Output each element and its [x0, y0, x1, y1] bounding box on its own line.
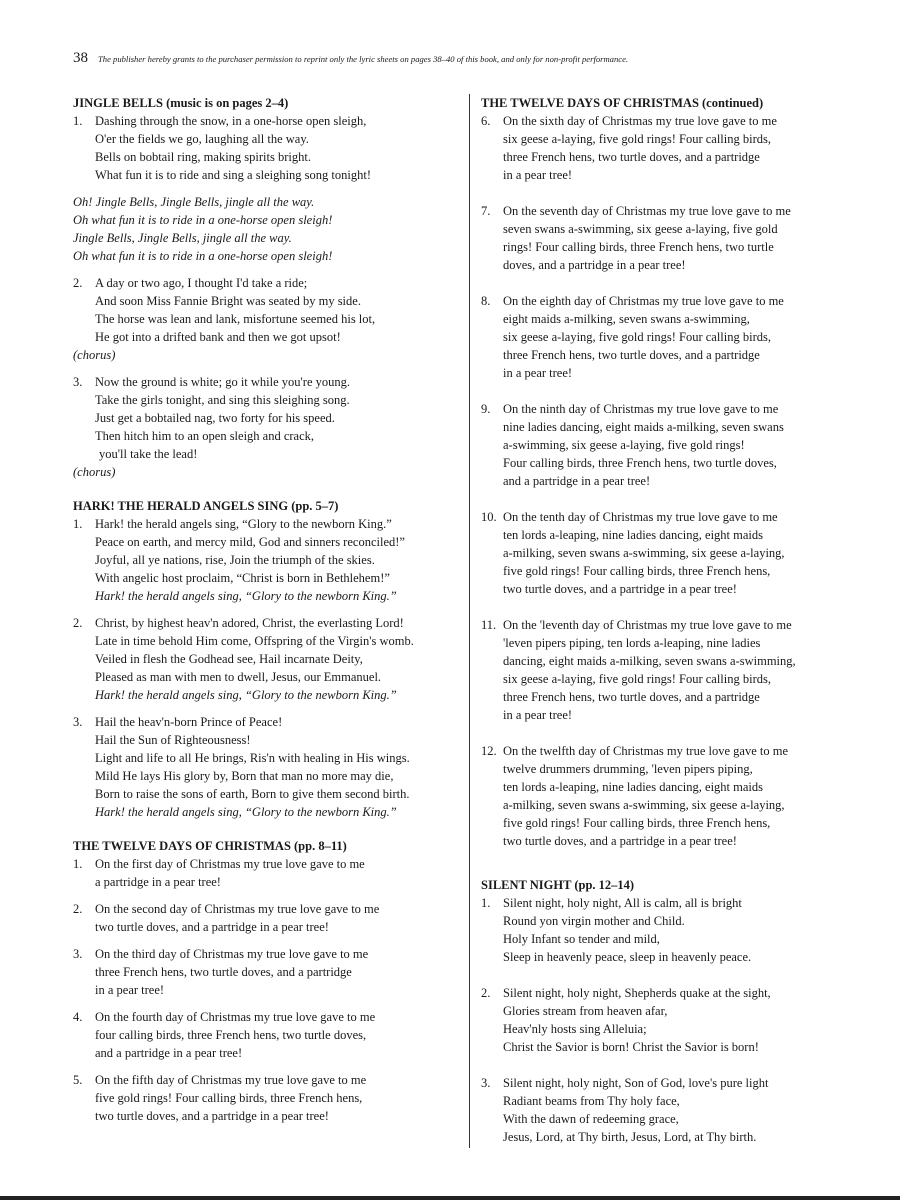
lyric-line: Christ the Savior is born! Christ the Savior is born! [503, 1040, 759, 1054]
verse [481, 894, 861, 966]
verse [481, 508, 861, 598]
lyric-line: ten lords a-leaping, nine ladies dancing, eight maids [503, 528, 763, 542]
lyric-line: With angelic host proclaim, “Christ is born in Bethlehem!” [95, 571, 390, 585]
verse [481, 202, 861, 274]
lyric-line: two turtle doves, and a partridge in a pear tree! [503, 582, 737, 596]
lyric-line: dancing, eight maids a-milking, seven swans a-swimming, [503, 654, 796, 668]
verse-number: 3. [481, 1076, 491, 1090]
song-title-twelve-days-continued: THE TWELVE DAYS OF CHRISTMAS (continued) [481, 96, 764, 110]
lyric-line: On the fourth day of Christmas my true love gave to me [95, 1010, 376, 1024]
lyric-line: What fun it is to ride and sing a sleighing song tonight! [95, 168, 372, 182]
lyric-line: a-swimming, six geese a-laying, five gold rings! [503, 438, 745, 452]
verse-number: 9. [481, 402, 491, 416]
lyric-line: Hark! the herald angels sing, “Glory to the newborn King.” [95, 517, 392, 531]
lyric-line: Bells on bobtail ring, making spirits bright. [95, 150, 311, 164]
verse [481, 1074, 861, 1146]
lyric-line: And soon Miss Fannie Bright was seated by my side. [95, 294, 361, 308]
lyric-line: On the sixth day of Christmas my true love gave to me [503, 114, 777, 128]
lyric-line: Sleep in heavenly peace, sleep in heavenly peace. [503, 950, 752, 964]
lyric-line: a-milking, seven swans a-swimming, six geese a-laying, [503, 798, 785, 812]
lyric-line: He got into a drifted bank and then we got upsot! [95, 330, 341, 344]
lyric-line: Joyful, all ye nations, rise, Join the triumph of the skies. [95, 553, 375, 567]
lyric-line: On the second day of Christmas my true love gave to me [95, 902, 380, 916]
lyric-line: three French hens, two turtle doves, and a partridge [95, 965, 352, 979]
verse-number: 8. [481, 294, 491, 308]
chorus-line: Jingle Bells, Jingle Bells, jingle all the way. [73, 231, 292, 245]
right-column [481, 94, 861, 1146]
lyric-line: five gold rings! Four calling birds, three French hens, [503, 816, 771, 830]
lyric-line: two turtle doves, and a partridge in a pear tree! [95, 1109, 329, 1123]
verse [481, 400, 861, 490]
verse-number: 2. [481, 986, 491, 1000]
lyric-line: a-milking, seven swans a-swimming, six geese a-laying, [503, 546, 785, 560]
column-divider [469, 94, 470, 1148]
verse [481, 984, 861, 1056]
lyric-line: nine ladies dancing, eight maids a-milking, seven swans [503, 420, 784, 434]
verse [481, 742, 861, 850]
refrain-line: Hark! the herald angels sing, “Glory to the newborn King.” [95, 688, 397, 702]
lyric-line: On the seventh day of Christmas my true love gave to me [503, 204, 791, 218]
verse [73, 274, 458, 346]
chorus-line: Oh! Jingle Bells, Jingle Bells, jingle all the way. [73, 195, 315, 209]
chorus-reference: (chorus) [73, 348, 116, 362]
lyric-line: Jesus, Lord, at Thy birth, Jesus, Lord, at Thy birth. [503, 1130, 757, 1144]
verse [73, 614, 458, 704]
lyric-line: and a partridge in a pear tree! [95, 1046, 243, 1060]
verse [481, 616, 861, 724]
lyric-line: five gold rings! Four calling birds, three French hens, [503, 564, 771, 578]
lyric-line: in a pear tree! [503, 366, 573, 380]
lyric-line: Take the girls tonight, and sing this sleighing song. [95, 393, 350, 407]
song-title-hark-the-herald: HARK! THE HERALD ANGELS SING (pp. 5–7) [73, 499, 339, 513]
lyric-line: Silent night, holy night, Son of God, love's pure light [503, 1076, 769, 1090]
chorus-line: Oh what fun it is to ride in a one-horse open sleigh! [73, 213, 333, 227]
verse [73, 112, 458, 184]
lyric-line: seven swans a-swimming, six geese a-laying, five gold [503, 222, 778, 236]
lyric-line: Light and life to all He brings, Ris'n with healing in His wings. [95, 751, 410, 765]
lyric-line: Four calling birds, three French hens, two turtle doves, [503, 456, 777, 470]
verse [73, 945, 458, 999]
bottom-rule [0, 1196, 900, 1200]
lyric-line: Then hitch him to an open sleigh and crack, [95, 429, 315, 443]
lyric-line: Born to raise the sons of earth, Born to give them second birth. [95, 787, 410, 801]
lyric-line: Radiant beams from Thy holy face, [503, 1094, 680, 1108]
verse [73, 713, 458, 821]
lyric-line: ten lords a-leaping, nine ladies dancing, eight maids [503, 780, 763, 794]
lyric-line: Hail the Sun of Righteousness! [95, 733, 251, 747]
lyric-line: a partridge in a pear tree! [95, 875, 221, 889]
lyric-line: eight maids a-milking, seven swans a-swimming, [503, 312, 750, 326]
lyric-line: A day or two ago, I thought I'd take a ride; [95, 276, 308, 290]
lyric-line: Pleased as man with men to dwell, Jesus, our Emmanuel. [95, 670, 382, 684]
lyric-line: Holy Infant so tender and mild, [503, 932, 660, 946]
verse-number: 3. [73, 715, 83, 729]
permission-notice: The publisher hereby grants to the purchaser permission to reprint only the lyric sheets on pages 38–40 of this book, and only for non-profit performance. [98, 54, 629, 64]
verse-number: 6. [481, 114, 491, 128]
lyric-line: Christ, by highest heav'n adored, Christ, the everlasting Lord! [95, 616, 404, 630]
lyric-line: two turtle doves, and a partridge in a pear tree! [503, 834, 737, 848]
lyric-line: three French hens, two turtle doves, and a partridge [503, 348, 760, 362]
verse-number: 10. [481, 510, 497, 524]
lyric-line: in a pear tree! [503, 708, 573, 722]
song-title-silent-night: SILENT NIGHT (pp. 12–14) [481, 878, 635, 892]
song-title-twelve-days: THE TWELVE DAYS OF CHRISTMAS (pp. 8–11) [73, 839, 347, 853]
verse-number: 2. [73, 616, 83, 630]
verse [481, 112, 861, 184]
verse [481, 292, 861, 382]
lyric-line: On the 'leventh day of Christmas my true love gave to me [503, 618, 792, 632]
lyric-line: Late in time behold Him come, Offspring of the Virgin's womb. [95, 634, 414, 648]
lyric-line: twelve drummers drumming, 'leven pipers piping, [503, 762, 753, 776]
verse-number: 3. [73, 947, 83, 961]
verse-number: 5. [73, 1073, 83, 1087]
lyric-line: six geese a-laying, five gold rings! Four calling birds, [503, 330, 771, 344]
verse-number: 1. [73, 114, 83, 128]
song-title-jingle-bells: JINGLE BELLS (music is on pages 2–4) [73, 96, 289, 110]
lyric-line: Hail the heav'n-born Prince of Peace! [95, 715, 283, 729]
verse-number: 7. [481, 204, 491, 218]
lyric-line: and a partridge in a pear tree! [503, 474, 651, 488]
verse-number: 12. [481, 744, 497, 758]
lyric-line: Dashing through the snow, in a one-horse open sleigh, [95, 114, 367, 128]
lyric-line: On the first day of Christmas my true love gave to me [95, 857, 365, 871]
chorus-line: Oh what fun it is to ride in a one-horse open sleigh! [73, 249, 333, 263]
lyric-line: On the twelfth day of Christmas my true love gave to me [503, 744, 789, 758]
lyric-line: rings! Four calling birds, three French hens, two turtle [503, 240, 774, 254]
lyric-line: O'er the fields we go, laughing all the way. [95, 132, 309, 146]
lyric-line: Peace on earth, and mercy mild, God and sinners reconciled!” [95, 535, 405, 549]
lyric-line: Heav'nly hosts sing Alleluia; [503, 1022, 647, 1036]
verse-number: 2. [73, 902, 83, 916]
verse [73, 373, 458, 463]
lyric-line: six geese a-laying, five gold rings! Four calling birds, [503, 132, 771, 146]
verse [73, 515, 458, 605]
lyric-line: Silent night, holy night, All is calm, all is bright [503, 896, 742, 910]
lyric-line: in a pear tree! [95, 983, 165, 997]
verse-number: 1. [73, 517, 83, 531]
verse-number: 2. [73, 276, 83, 290]
lyric-line: doves, and a partridge in a pear tree! [503, 258, 686, 272]
chorus [73, 193, 458, 265]
verse [73, 900, 458, 936]
lyric-line: Just get a bobtailed nag, two forty for his speed. [95, 411, 335, 425]
refrain-line: Hark! the herald angels sing, “Glory to the newborn King.” [95, 589, 397, 603]
chorus-reference: (chorus) [73, 465, 116, 479]
lyric-line: you'll take the lead! [99, 447, 198, 461]
page-header [73, 50, 863, 67]
lyric-line: Silent night, holy night, Shepherds quake at the sight, [503, 986, 771, 1000]
lyric-line: On the tenth day of Christmas my true love gave to me [503, 510, 778, 524]
lyric-line: On the ninth day of Christmas my true love gave to me [503, 402, 779, 416]
lyric-line: On the fifth day of Christmas my true love gave to me [95, 1073, 367, 1087]
verse-number: 11. [481, 618, 497, 632]
lyric-line: With the dawn of redeeming grace, [503, 1112, 679, 1126]
verse [73, 1008, 458, 1062]
left-column [73, 94, 458, 1125]
lyric-line: 'leven pipers piping, ten lords a-leaping, nine ladies [503, 636, 761, 650]
page-number: 38 [73, 50, 88, 66]
lyric-line: On the third day of Christmas my true love gave to me [95, 947, 369, 961]
verse-number: 1. [481, 896, 491, 910]
lyric-line: Round yon virgin mother and Child. [503, 914, 685, 928]
lyric-line: Veiled in flesh the Godhead see, Hail incarnate Deity, [95, 652, 363, 666]
lyric-line: Now the ground is white; go it while you're young. [95, 375, 350, 389]
refrain-line: Hark! the herald angels sing, “Glory to the newborn King.” [95, 805, 397, 819]
verse-number: 3. [73, 375, 83, 389]
lyric-line: Glories stream from heaven afar, [503, 1004, 668, 1018]
lyric-line: five gold rings! Four calling birds, three French hens, [95, 1091, 363, 1105]
lyric-line: three French hens, two turtle doves, and a partridge [503, 150, 760, 164]
lyric-line: Mild He lays His glory by, Born that man no more may die, [95, 769, 394, 783]
verse-number: 1. [73, 857, 83, 871]
lyric-line: in a pear tree! [503, 168, 573, 182]
lyric-line: six geese a-laying, five gold rings! Four calling birds, [503, 672, 771, 686]
lyric-line: two turtle doves, and a partridge in a pear tree! [95, 920, 329, 934]
verse [73, 1071, 458, 1125]
lyric-line: The horse was lean and lank, misfortune seemed his lot, [95, 312, 376, 326]
lyric-line: three French hens, two turtle doves, and a partridge [503, 690, 760, 704]
lyric-line: On the eighth day of Christmas my true love gave to me [503, 294, 784, 308]
lyric-line: four calling birds, three French hens, two turtle doves, [95, 1028, 367, 1042]
verse-number: 4. [73, 1010, 83, 1024]
verse [73, 855, 458, 891]
